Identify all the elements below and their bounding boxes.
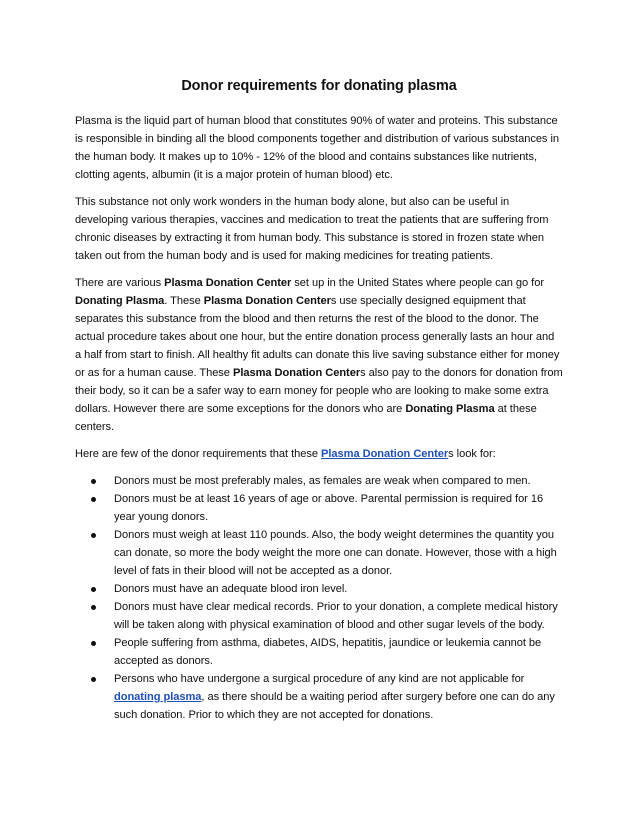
list-item-text: Donors must be most preferably males, as females are weak when compared to men. xyxy=(114,475,531,487)
list-item xyxy=(75,670,563,724)
plasma-donation-center-link[interactable]: Plasma Donation Center xyxy=(321,448,449,460)
text-run: s use specially designed equipment that separates this substance from the blood and then returns the rest of the blood to the donor. The actual procedure takes about one hour, but the entire donation process generally lasts an hour and a half from start to finish. All healthy fit adults can donate this live saving substance either for money or as for a human cause. These xyxy=(75,295,560,379)
bullet-icon xyxy=(91,641,96,646)
text-run: set up in the United States where people can go for xyxy=(291,277,544,289)
bold-term: Plasma Donation Center xyxy=(203,295,331,307)
bullet-icon xyxy=(91,677,96,682)
paragraph-requirements-intro xyxy=(75,445,563,463)
list-item-text: Donors must have an adequate blood iron level. xyxy=(114,583,348,595)
bold-term: Plasma Donation Center xyxy=(232,367,361,379)
list-item xyxy=(75,526,563,580)
text-run: s also pay to the donors for donation from their body, so it can be a safer way to earn money for people who are looking to make some extra dollars. However there are some exceptions for the donors who are xyxy=(75,367,563,415)
text-run: at these centers. xyxy=(75,403,537,433)
bullet-icon xyxy=(91,497,96,502)
text-run: Here are few of the donor requirements that these xyxy=(75,448,322,460)
list-item xyxy=(75,580,563,598)
paragraph-uses: This substance not only work wonders in the human body alone, but also can be useful in developing various therapies, vaccines and medication to treat the patients that are suffering from chronic diseases by extracting it from human body. This substance is stored in frozen state when taken out from the human body and is used for making medicines for treating patients. xyxy=(75,196,549,262)
bold-term: Plasma Donation Center xyxy=(164,277,292,289)
list-item xyxy=(75,634,563,670)
bullet-icon xyxy=(91,605,96,610)
bold-term: Donating Plasma xyxy=(75,295,165,307)
list-item-text: Donors must be at least 16 years of age or above. Parental permission is required for 16 year young donors. xyxy=(114,493,544,523)
document-title: Donor requirements for donating plasma xyxy=(181,78,457,94)
requirements-list xyxy=(75,472,563,724)
donating-plasma-link[interactable]: donating plasma xyxy=(114,691,202,703)
paragraph-intro: Plasma is the liquid part of human blood that constitutes 90% of water and proteins. This substance is responsible in binding all the blood components together and distribution of various substances in the human body. It makes up to 10% - 12% of the blood and contains substances like nutrients, clotting agents, albumin (it is a major protein of human blood) etc. xyxy=(75,115,559,181)
list-item-text: People suffering from asthma, diabetes, AIDS, hepatitis, jaundice or leukemia cannot be accepted as donors. xyxy=(114,637,542,667)
list-item-text: Donors must weigh at least 110 pounds. Also, the body weight determines the quantity you can donate, so more the body weight the more one can donate. However, those with a high level of fats in their blood will not be accepted as a donor. xyxy=(114,529,557,577)
list-item-text: Donors must have clear medical records. Prior to your donation, a complete medical history will be taken along with physical examination of blood and other sugar levels of the body. xyxy=(114,601,558,631)
list-item xyxy=(75,598,563,634)
bullet-icon xyxy=(91,479,96,484)
text-run: s look for: xyxy=(448,448,496,460)
list-item xyxy=(75,472,563,490)
text-run: . These xyxy=(164,295,204,307)
text-run: Persons who have undergone a surgical procedure of any kind are not applicable for xyxy=(114,673,525,685)
bullet-icon xyxy=(91,587,96,592)
paragraph-donation-centers xyxy=(75,274,563,436)
bullet-icon xyxy=(91,533,96,538)
document-page xyxy=(75,76,563,724)
list-item xyxy=(75,490,563,526)
text-run: , as there should be a waiting period after surgery before one can do any such donation. Prior to which they are not accepted for donations. xyxy=(114,691,555,721)
bold-term: Donating Plasma xyxy=(405,403,495,415)
text-run: There are various xyxy=(75,277,165,289)
